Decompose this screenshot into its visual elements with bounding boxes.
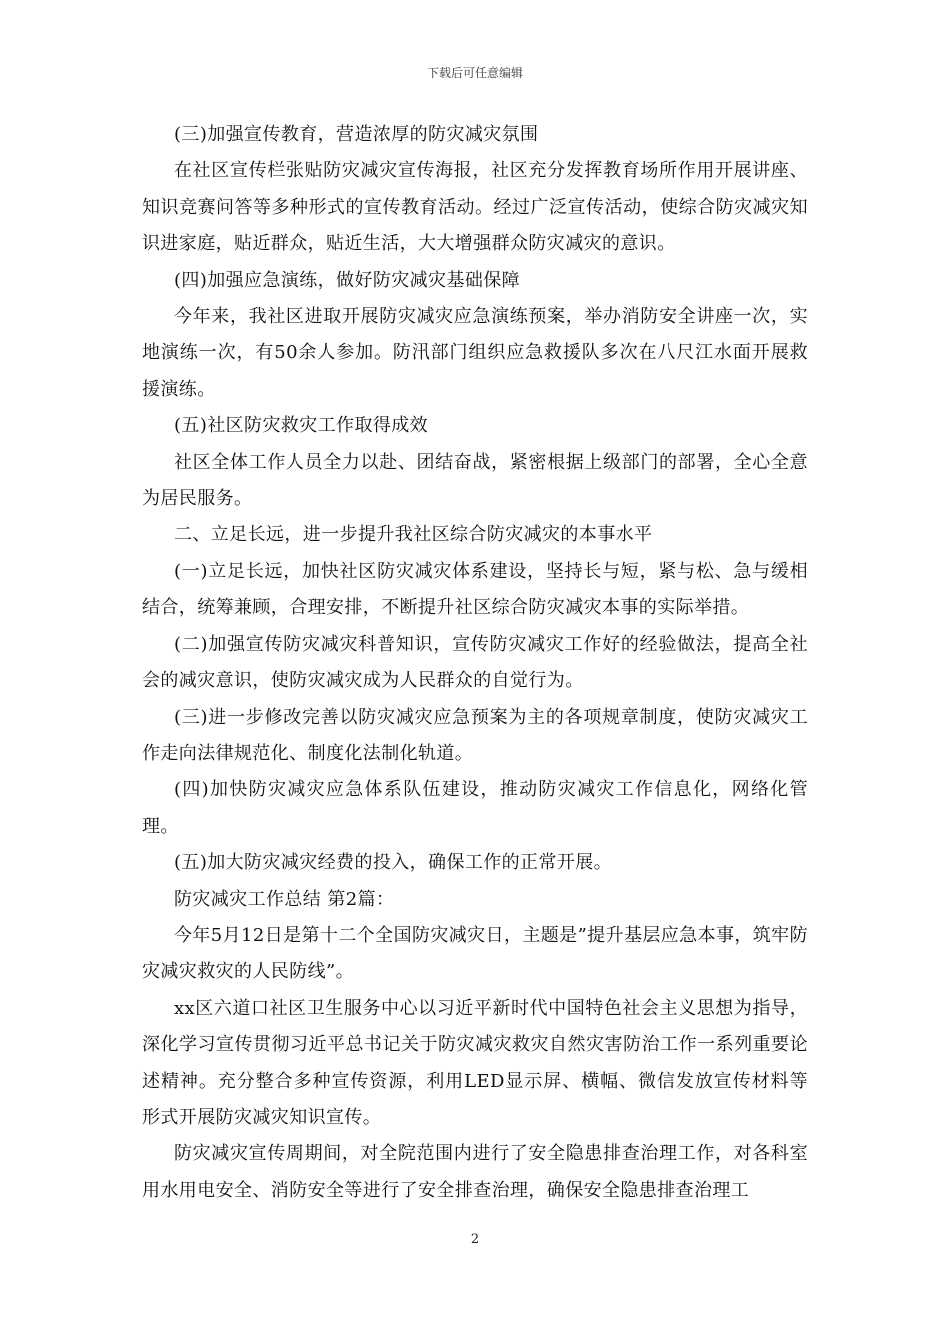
paragraph: 今年来，我社区进取开展防灾减灾应急演练预案，举办消防安全讲座一次，实地演练一次，有50余人参加。防汛部门组织应急救援队多次在八尺江水面开展救援演练。 — [142, 306, 808, 400]
paragraph: (三)加强宣传教育，营造浓厚的防灾减灾氛围 — [174, 124, 539, 145]
paragraph: 社区全体工作人员全力以赴、团结奋战，紧密根据上级部门的部署，全心全意为居民服务。 — [142, 451, 808, 510]
document-body — [142, 117, 808, 1209]
paragraph: (五)社区防灾救灾工作取得成效 — [174, 415, 429, 437]
paragraph: (一)立足长远，加快社区防灾减灾体系建设，坚持长与短，紧与松、急与缓相结合，统筹兼顾，合理安排，不断提升社区综合防灾减灾本事的实际举措。 — [142, 560, 808, 619]
page-number: 2 — [470, 1232, 480, 1247]
paragraph: (二)加强宣传防灾减灾科普知识，宣传防灾减灾工作好的经验做法，提高全社会的减灾意识，使防灾减灾成为人民群众的自觉行为。 — [142, 633, 808, 692]
section-heading: 二、立足长远，进一步提升我社区综合防灾减灾的本事水平 — [174, 524, 653, 546]
section-heading: 防灾减灾工作总结 第2篇： — [174, 888, 395, 910]
paragraph: (四)加快防灾减灾应急体系队伍建设，推动防灾减灾工作信息化，网络化管理。 — [142, 779, 808, 837]
page-header: 下载后可任意编辑 — [426, 66, 523, 80]
paragraph: (四)加强应急演练，做好防灾减灾基础保障 — [174, 269, 521, 291]
paragraph: 今年5月12日是第十二个全国防灾减灾日，主题是”提升基层应急本事，筑牢防灾减灾救灾的人民防线”。 — [142, 924, 808, 983]
paragraph: 在社区宣传栏张贴防灾减灾宣传海报，社区充分发挥教育场所作用开展讲座、知识竞赛问答等多种形式的宣传教育活动。经过广泛宣传活动，使综合防灾减灾知识进家庭，贴近群众，贴近生活，大大增强群众防灾减灾的意识。 — [142, 160, 808, 255]
paragraph: (五)加大防灾减灾经费的投入，确保工作的正常开展。 — [174, 852, 613, 874]
paragraph: xx区六道口社区卫生服务中心以习近平新时代中国特色社会主义思想为指导，深化学习宣传贯彻习近平总书记关于防灾减灾救灾自然灾害防治工作一系列重要论述精神。充分整合多种宣传资源，利用LED显示屏、横幅、微信发放宣传材料等形式开展防灾减灾知识宣传。 — [142, 997, 808, 1128]
paragraph: (三)进一步修改完善以防灾减灾应急预案为主的各项规章制度，使防灾减灾工作走向法律规范化、制度化法制化轨道。 — [142, 706, 808, 764]
paragraph: 防灾减灾宣传周期间，对全院范围内进行了安全隐患排查治理工作，对各科室用水用电安全、消防安全等进行了安全排查治理，确保安全隐患排查治理工 — [142, 1143, 808, 1201]
